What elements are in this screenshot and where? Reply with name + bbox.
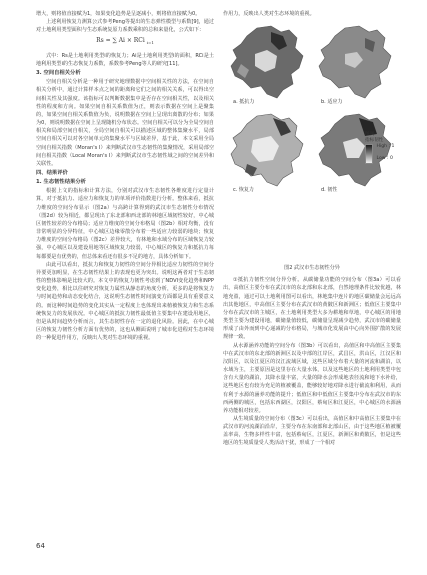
map-label-d: d. 韧性 — [321, 187, 338, 194]
map-resistance — [227, 24, 307, 102]
section-heading-results: 四、结果评价 — [36, 170, 68, 176]
legend-high: High : 1 — [376, 144, 395, 150]
subsection-heading-resilience: 1. 生态韧性结果分析 — [36, 179, 86, 186]
legend-low: Low : 0 — [376, 156, 393, 162]
left-paragraph-5: 根据上文的指标和计算方法，分别对武汉市生态韧性各维度进行定量计算，对于抵抗力、适应力和恢复力的单项评价指数进行分析。整体来看，抵抗力维度的空间分布显示（图2a）与高跨计算得到的武汉市生态韧性分布情况（图2d）较为相近，都呈现出了东北部和西北部的林地区域韧性较好，中心城区韧性较差的分布格局；适应力维度的空间分布格局（图2b）相对均衡，没有非常明显的分异特征，中心城区边缘零散分布着一些适应力较弱的地块；恢复力维度的空间分布格局（图2c）差异较大，有林地和水域分布的区域恢复力较强，中心城区以及建设用地等区域恢复力较弱，中心城区的恢复力和抵抗力每每都要是有优势的，但总体来看还有很多不足的地方，具体分析如下。 — [36, 188, 214, 260]
figure-caption: 图2 武汉市生态韧性分异 — [284, 265, 340, 272]
map-legend — [365, 132, 394, 164]
right-paragraph-2: 从水源涵养功能的空间分布（图3b）可以看出，高值区和中高值区主要集中在武汉市的东北部的新洲区以及中部的江岸区，武昌区，洪山区，江汉区和汉阳区，以及江夏区的汉江流域区域，这些区域分布着大量的河流和湖泊，以水域为主，主要原因是这里存在大量水体，以及这些地区的土地利用类型中包含有大量的湖泊，其降水量丰富，大量的降水会形成地表径流和地下水补给，这些地区也有较为充足的植被覆盖，能够较好地对降水进行截流和利用，从而有利于水源的涵养功能的提升；低值区和中低值区主要集中分布在武汉市的东西两侧的城区，包括东西湖区，汉阳区，蔡甸区和江夏区，中心城区的水源涵养功能相对较差。 — [223, 342, 401, 414]
right-paragraph-3: 从生境质量的空间分布（图3c）可以看出，高值区和中高值区主要集中在武汉市的河流湖泊沿岸，主要分布在东南部和北部山区，由于这些地区植被覆盖率高，生物多样性丰富，包括蔡甸区，江夏区，新洲区和黄陂区，但是这些地区的生境质量受人类活动干扰，形成了一个相对 — [223, 415, 401, 447]
right-paragraph-1: ①抵抗力韧性空间分异分析。从碳储量功能的空间分布（图3a）可以看出，高值区主要分布在武汉市的东北部和东北部，自然地理条件比较优越，林地充盈，通过可以土地利用图可以看出，林地集中连片的地区碳储量会远远高出其他地区，中高值区主要分布在武汉市的黄陂区和新洲区；低值区主要集中分布在武汉市的主城区，在土地利用类型大多为耕地和草地，中心城区的用地类型主要为建设用地，碳储量值较低，碳储量呈现减少趋势，武汉市的碳储量形成了由外而到中心递减的分布格局，与城市化发展由中心向外围扩散的发展规律一致。 — [223, 277, 401, 341]
figure-2-maps — [223, 20, 401, 260]
page-number: 64 — [36, 542, 45, 550]
map-label-b: b. 适应力 — [321, 99, 343, 106]
right-column — [223, 10, 401, 448]
formula-subscript: i=1 — [146, 40, 154, 46]
legend-color-ramp — [365, 144, 373, 164]
formula-text: Rs = ∑ Ai × RCi — [96, 37, 145, 45]
left-paragraph-6: 由此可以看出，抵抗力和恢复力韧性的空间分异相比适应力韧性的空间分异要更加明显，在生态韧性结果上的表现也更为突出。说明这两者对于生态韧性的整体影响是比较大的。本文中的恢复力韧性考虑到了NDVI变化趋势和NPP变化趋势，相比以往研究对恢复力属性从静态的角度分析，更多的是将恢复力与时间趋势和动态变化结合，这说明生态韧性时间演变方面都是具有重要意义的。而这种时间趋势的变化其实从一定程度上也体现出来植被恢复力和生态系统恢复力的发展状况。中心城区的抵抗力韧性最低值主要集中在建设用地区，但是从时间趋势分析而言，其生态韧性存在一定的退化风险。因此，在中心城区的恢复力韧性分析方面有优势的，这也从侧面说明了城市化进程对生态环境的一种促进作用方，反映出人类对生态环境的重视。 — [36, 261, 214, 342]
map-adaptability — [315, 24, 395, 102]
legend-subtitle: 指标韧性 — [365, 138, 384, 144]
resilience-formula — [36, 37, 214, 47]
left-paragraph-4: 空间自相关分析是一种用于研究地理数据中空间相关性的方法，在空间自相关分析中，通过计算样本点之间的距离和它们之间的相关关系，可以得出空间相关性及其强度。该指标可以判断数据集中是否存在空间相关性，以及相关性的程度和方向。如果空间自相关系数值为正，则表示数据在空间上是聚集的，如果空间自相关系数值为负，说明数据在空间上呈现出离散的分布；如果为0，则说明数据在空间上呈现随机分布状态。空间自相关可以分为全局空间自相关和局部空间自相关，全局空间自相关可以描述区域的整体集聚水平，局部空间自相关可以对各空间单元的集聚水平与区域差异，基于此，本文采用全局空间自相关指数（Moran's I）来判断武汉市生态韧性的集聚情况，采用局部空间自相关指数（Local Moran's I）来判断武汉市生态韧性域之间的空间差异和关联性。 — [36, 79, 214, 167]
legend-title: 图例 — [365, 132, 375, 138]
left-paragraph-1: 增大，则将值直接赋为1，如果变化趋势是呈逐减小，则将值直接赋为0。 — [36, 11, 201, 17]
map-label-a: a. 抵抗力 — [233, 99, 255, 106]
map-label-c: c. 恢复力 — [233, 187, 254, 194]
left-column — [36, 10, 214, 342]
right-intro: 作用力，反映出人类对生态环境的重视。 — [223, 11, 315, 17]
section-heading-spatial-autocorrelation: 3. 空间自相关分析 — [36, 70, 81, 77]
left-paragraph-2: 上述利用恢复力测算公式参考Peng等提出的生态弹性模型与系数[9]，通过对土地利用类型面积与生态系统复原力系数乘积的总和来量化，公式如下： — [36, 19, 214, 34]
map-recovery — [227, 112, 307, 190]
left-paragraph-3: 式中：Rs是土地利用类型i的恢复力；Ai是土地利用类型i的面积，RCi是土地利用类型i的生态恢复力系数，系数参考Peng等人的研究[11]。 — [36, 52, 214, 67]
